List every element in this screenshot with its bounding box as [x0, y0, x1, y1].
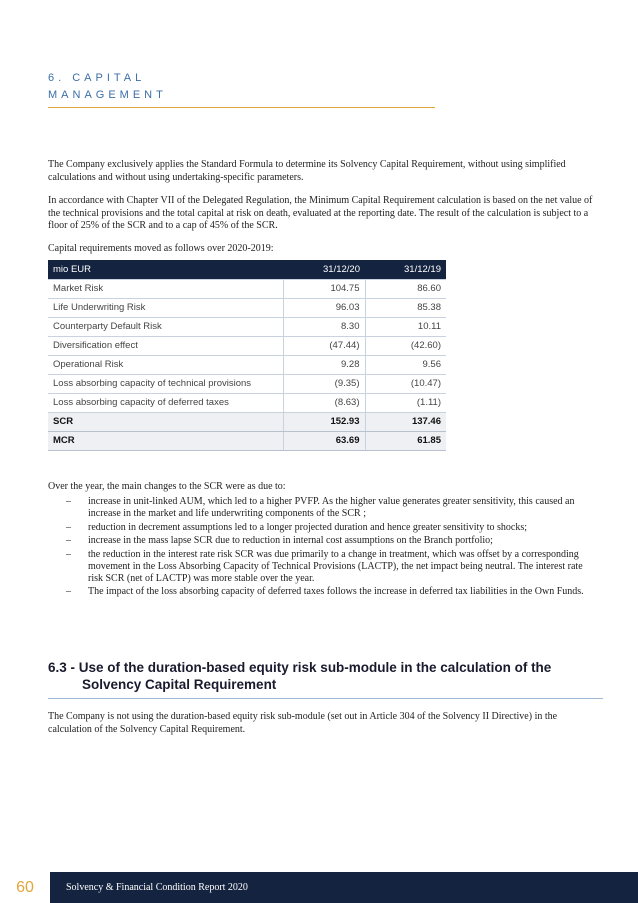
paragraph-duration-equity: The Company is not using the duration-based equity risk sub-module (set out in Article 304 of the Solvency II Directive) in the calculation of the Solvency Capital Requirement.: [48, 711, 558, 735]
section-title-line2: MANAGEMENT: [48, 89, 167, 101]
table-cell: (9.35): [283, 374, 365, 393]
page-number: 60: [16, 879, 34, 896]
paragraph-table-intro: Capital requirements moved as follows over 2020-2019:: [48, 243, 274, 254]
list-item: [66, 535, 596, 547]
footer-report-title: Solvency & Financial Condition Report 2020: [66, 882, 248, 893]
table-cell: 85.38: [365, 298, 446, 317]
table-header-cell: mio EUR: [48, 260, 283, 279]
table-cell: (47.44): [283, 336, 365, 355]
table-row: [48, 355, 446, 374]
list-item-text: increase in the mass lapse SCR due to reduction in internal cost assumptions on the Branch portfolio;: [88, 535, 493, 546]
section-title: [48, 70, 167, 104]
table-cell: Life Underwriting Risk: [48, 298, 283, 317]
table-cell: 9.56: [365, 355, 446, 374]
subsection-heading-line2: Solvency Capital Requirement: [82, 677, 277, 692]
list-item-text: The impact of the loss absorbing capacity of deferred taxes follows the increase in deferred tax liabilities in the Own Funds.: [88, 586, 584, 597]
list-item-text: the reduction in the interest rate risk SCR was due primarily to a change in treatment, which was offset by a corresponding movement in the Loss Absorbing Capacity of Technical Provisions (LACTP), the net impact being neutral. The interest rate risk SCR (net of LACTP) was more stable over the year.: [88, 548, 583, 584]
list-item: [66, 586, 596, 598]
table-cell: 104.75: [283, 279, 365, 298]
table-cell: 137.46: [365, 412, 446, 431]
table-cell: 9.28: [283, 355, 365, 374]
table-total-row-scr: [48, 412, 446, 431]
table-cell: (1.11): [365, 393, 446, 412]
dash-bullet: –: [66, 548, 71, 560]
table-cell: Diversification effect: [48, 336, 283, 355]
dash-bullet: –: [66, 535, 71, 546]
section-title-line1: 6. CAPITAL: [48, 72, 146, 84]
table-cell: Operational Risk: [48, 355, 283, 374]
table-cell: 152.93: [283, 412, 365, 431]
table-cell: Loss absorbing capacity of technical provisions: [48, 374, 283, 393]
table-cell: 8.30: [283, 317, 365, 336]
dash-bullet: –: [66, 586, 71, 597]
table-cell: SCR: [48, 412, 283, 431]
table-header-cell: 31/12/19: [365, 260, 446, 279]
table-row: [48, 336, 446, 355]
dash-bullet: –: [66, 521, 71, 533]
table-cell: 63.69: [283, 431, 365, 450]
table-row: [48, 374, 446, 393]
footer-bar: [50, 872, 638, 903]
list-item: [66, 549, 596, 585]
table-header-row: [48, 260, 446, 279]
table-cell: (42.60): [365, 336, 446, 355]
table-cell: 96.03: [283, 298, 365, 317]
list-item: [66, 522, 596, 534]
table-header-cell: 31/12/20: [283, 260, 365, 279]
table-cell: 61.85: [365, 431, 446, 450]
subsection-divider: [48, 698, 603, 699]
table-cell: MCR: [48, 431, 283, 450]
table-cell: (10.47): [365, 374, 446, 393]
list-item: [66, 496, 596, 520]
table-cell: 86.60: [365, 279, 446, 298]
table-cell: Counterparty Default Risk: [48, 317, 283, 336]
table-row: [48, 298, 446, 317]
subsection-heading-line1: 6.3 - Use of the duration-based equity risk sub-module in the calculation of the: [48, 660, 552, 675]
table-row: [48, 393, 446, 412]
table-cell: 10.11: [365, 317, 446, 336]
title-divider: [48, 107, 435, 108]
dash-bullet: –: [66, 496, 71, 507]
paragraph-mcr-calculation: In accordance with Chapter VII of the Delegated Regulation, the Minimum Capital Requirement calculation is based on the net value of the technical provisions and the total capital at risk on death, evaluated at the reporting date. The result of the calculation is subject to a floor of 25% of the SCR and to a cap of 45% of the SCR.: [48, 195, 593, 231]
table-cell: Loss absorbing capacity of deferred taxes: [48, 393, 283, 412]
list-item-text: increase in unit-linked AUM, which led to a higher PVFP. As the higher value generates greater sensitivity, this caused an increase in the market and life underwriting components of the SCR ;: [88, 496, 575, 519]
paragraph-standard-formula: The Company exclusively applies the Standard Formula to determine its Solvency Capital Requirement, without using simplified calculations and without using undertaking-specific parameters.: [48, 159, 566, 183]
list-item-text: reduction in decrement assumptions led to a longer projected duration and hence greater sensitivity to shocks;: [88, 521, 528, 533]
paragraph-changes-intro: Over the year, the main changes to the SCR were as due to:: [48, 481, 286, 492]
capital-requirements-table: [48, 260, 446, 451]
table-row: [48, 279, 446, 298]
subsection-heading: [48, 659, 608, 693]
table-row: [48, 317, 446, 336]
table-cell: (8.63): [283, 393, 365, 412]
table-cell: Market Risk: [48, 279, 283, 298]
changes-list: [66, 496, 596, 600]
table-total-row-mcr: [48, 431, 446, 450]
